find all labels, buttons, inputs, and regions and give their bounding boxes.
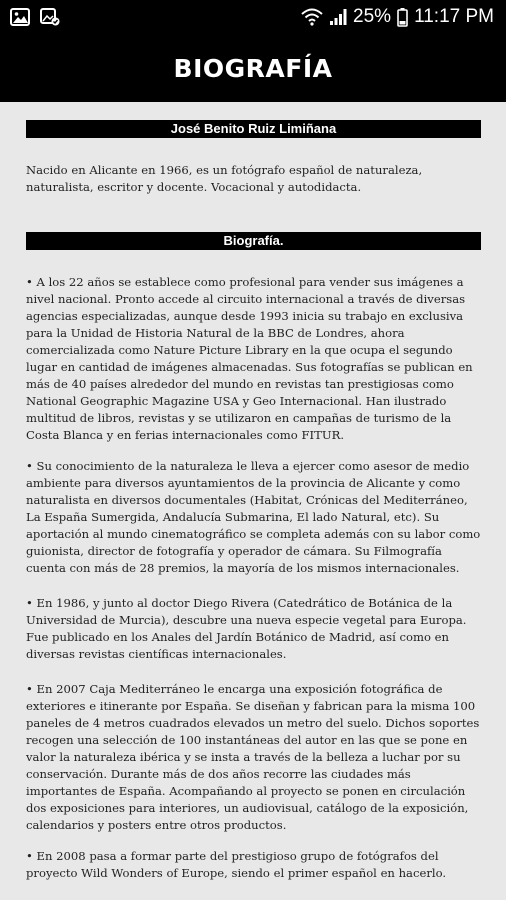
status-bar <box>0 0 506 36</box>
notification-icons <box>10 8 60 26</box>
status-indicators <box>301 6 494 28</box>
image-icon <box>10 8 30 26</box>
page-title: BIOGRAFÍA <box>173 54 333 83</box>
wifi-icon <box>301 8 323 26</box>
clock: 11:17 PM <box>414 6 494 27</box>
name-header: José Benito Ruiz Limiñana <box>26 120 481 138</box>
bio-paragraph-5: • En 2008 pasa a formar parte del prestigioso grupo de fotógrafos del proyecto Wild Wonders of Europe, siendo el primer español en hacerlo. <box>26 849 447 880</box>
battery-icon <box>397 8 408 27</box>
biography-content[interactable] <box>0 102 506 900</box>
signal-icon <box>329 8 347 26</box>
bio-paragraph-1: • A los 22 años se establece como profesional para vender sus imágenes a nivel nacional. Pronto accede al circuito internacional a través de diversas agencias especializadas, aunque desde 1993 inicia su trabajo en exclusiva para la Unidad de Historia Natural de la BBC de Londres, ahora comercializada como Nature Picture Library en la que ocupa el segundo lugar en cantidad de imágenes almacenadas. Sus fotografías se publican en más de 40 países alrededor del mundo en revistas tan prestigiosas como National Geographic Magazine USA y Geo Internacional. Han ilustrado multitud de libros, revistas y se utilizaron en campañas de turismo de la Costa Blanca y en ferias internacionales como FITUR. <box>26 275 473 442</box>
intro-paragraph: Nacido en Alicante en 1966, es un fotógrafo español de naturaleza, naturalista, escritor y docente. Vocacional y autodidacta. <box>26 163 423 194</box>
biography-header: Biografía. <box>26 232 481 250</box>
bio-paragraph-3: • En 1986, y junto al doctor Diego Rivera (Catedrático de Botánica de la Universidad de Murcia), descubre una nueva especie vegetal para Europa. Fue publicado en los Anales del Jardín Botánico de Madrid, así como en diversas revistas científicas internacionales. <box>26 596 467 661</box>
battery-percent: 25% <box>353 6 392 27</box>
bio-paragraph-4: • En 2007 Caja Mediterráneo le encarga una exposición fotográfica de exteriores e itinerante por España. Se diseñan y fabrican para la misma 100 paneles de 4 metros cuadrados elevados un metro del suelo. Dichos soportes recogen una selección de 100 instantáneas del autor en las que se pone en valor la naturaleza ibérica y se insta a través de la belleza a luchar por su conservación. Durante más de dos años recorre las ciudades más importantes de España. Acompañando al proyecto se ponen en circulación dos exposiciones para interiores, un audiovisual, catálogo de la exposición, calendarios y posters entre otros productos. <box>26 682 480 832</box>
image-check-icon <box>40 8 60 26</box>
bio-paragraph-2: • Su conocimiento de la naturaleza le lleva a ejercer como asesor de medio ambiente para diversos ayuntamientos de la provincia de Alicante y como naturalista en diversos documentales (Habitat, Crónicas del Mediterráneo, La España Sumergida, Andalucía Submarina, El lado Natural, etc). Su aportación al mundo cinematográfico se completa además con su labor como guionista, director de fotografía y operador de cámara. Su Filmografía cuenta con más de 28 premios, la mayoría de los mismos internacionales. <box>26 459 481 575</box>
app-bar <box>0 36 506 102</box>
